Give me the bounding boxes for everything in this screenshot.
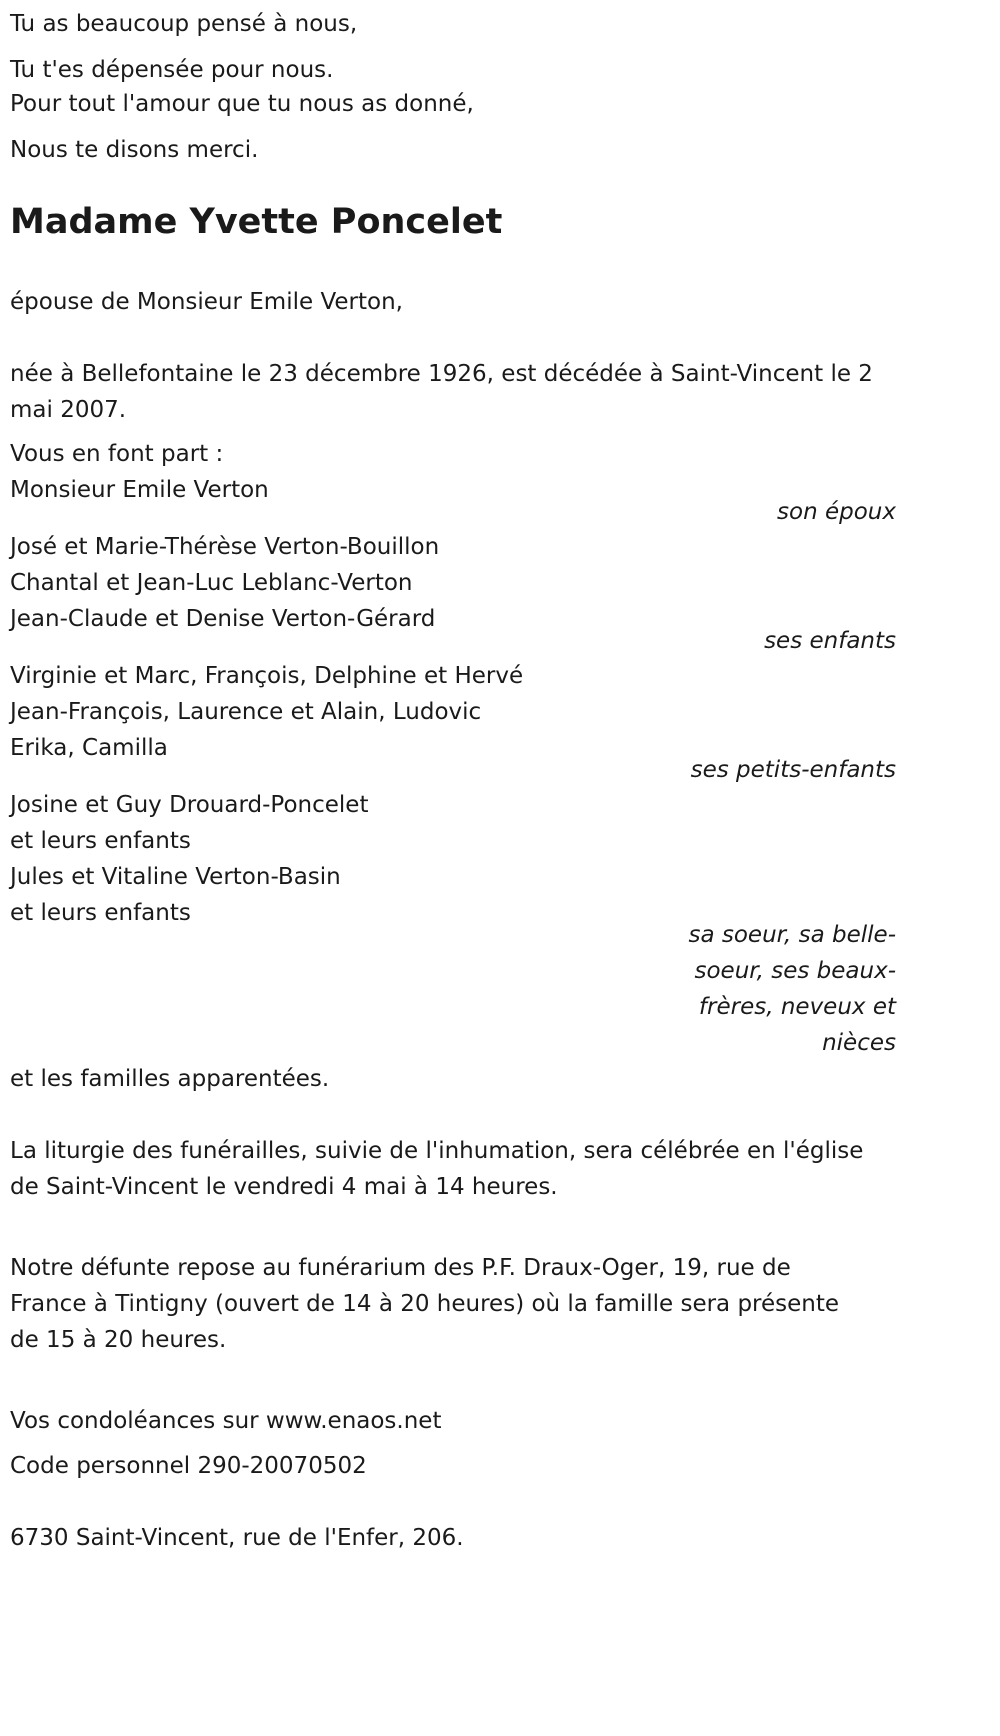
family-relation: son époux <box>777 499 896 525</box>
family-relation: nièces <box>822 1030 896 1056</box>
family-relation: ses enfants <box>764 628 896 654</box>
family-relation: ses petits-enfants <box>690 757 896 783</box>
address-line: 6730 Saint-Vincent, rue de l'Enfer, 206. <box>10 1525 464 1551</box>
family-name: Erika, Camilla <box>10 735 168 761</box>
family-name: Jean-François, Laurence et Alain, Ludovic <box>10 699 482 725</box>
family-name: Josine et Guy Drouard-Poncelet <box>10 792 369 818</box>
family-relation: soeur, ses beaux- <box>694 958 896 984</box>
funerarium-line-1: Notre défunte repose au funérarium des P.F. Draux-Oger, 19, rue de <box>10 1255 791 1281</box>
family-name: Virginie et Marc, François, Delphine et Hervé <box>10 663 524 689</box>
condolences-line: Vos condoléances sur www.enaos.net <box>10 1408 442 1434</box>
spouse-line: épouse de Monsieur Emile Verton, <box>10 289 403 315</box>
personal-code: Code personnel 290-20070502 <box>10 1453 367 1479</box>
family-relation: frères, neveux et <box>698 994 896 1020</box>
deceased-name: Madame Yvette Poncelet <box>10 202 503 242</box>
funerarium-line-2: France à Tintigny (ouvert de 14 à 20 heures) où la famille sera présente <box>10 1291 840 1317</box>
families-line: et les familles apparentées. <box>10 1066 330 1092</box>
family-relation: sa soeur, sa belle- <box>688 922 896 948</box>
funerarium-line-3: de 15 à 20 heures. <box>10 1327 227 1353</box>
family-name: et leurs enfants <box>10 828 191 854</box>
birth-death-line-1: née à Bellefontaine le 23 décembre 1926, est décédée à Saint-Vincent le 2 <box>10 361 873 387</box>
poem-line-2: Tu t'es dépensée pour nous. <box>10 57 334 83</box>
family-name: et leurs enfants <box>10 900 191 926</box>
family-name: José et Marie-Thérèse Verton-Bouillon <box>10 534 440 560</box>
poem-line-4: Nous te disons merci. <box>10 137 259 163</box>
poem-line-1: Tu as beaucoup pensé à nous, <box>10 11 358 37</box>
birth-death-line-2: mai 2007. <box>10 397 127 423</box>
liturgy-line-2: de Saint-Vincent le vendredi 4 mai à 14 heures. <box>10 1174 558 1200</box>
family-name: Monsieur Emile Verton <box>10 477 269 503</box>
family-name: Jules et Vitaline Verton-Basin <box>10 864 341 890</box>
family-name: Chantal et Jean-Luc Leblanc-Verton <box>10 570 413 596</box>
announce-intro: Vous en font part : <box>10 441 224 467</box>
liturgy-line-1: La liturgie des funérailles, suivie de l'inhumation, sera célébrée en l'église <box>10 1138 864 1164</box>
poem-line-3: Pour tout l'amour que tu nous as donné, <box>10 91 474 117</box>
family-name: Jean-Claude et Denise Verton-Gérard <box>10 606 436 632</box>
